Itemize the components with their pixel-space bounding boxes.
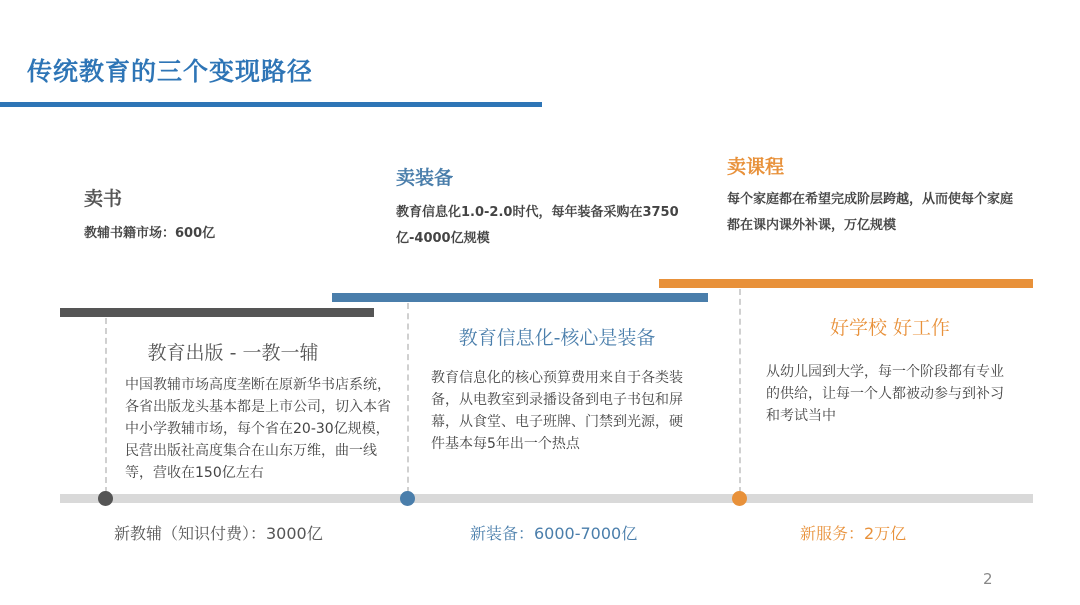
timeline-dot-2	[400, 491, 415, 506]
card-body-2: 教育信息化的核心预算费用来自于各类装备，从电教室到录播设备到电子书包和屏幕，从食堂、电子班牌、门禁到光源，硬件基本每5年出一个热点	[431, 370, 683, 452]
card-title-2: 教育信息化-核心是装备	[458, 327, 656, 349]
page-number: 2	[983, 570, 993, 588]
summary-1: 新教辅（知识付费）：3000亿	[114, 524, 323, 543]
card-title-1: 教育出版 - 一教一辅	[147, 342, 319, 364]
title-underline	[0, 102, 542, 107]
summary-3: 新服务：2万亿	[800, 524, 907, 543]
divider-1	[105, 318, 107, 493]
timeline-track	[60, 494, 1033, 503]
category-title-2: 卖装备	[396, 167, 454, 189]
category-title-1: 卖书	[84, 188, 123, 210]
card-body-3: 从幼儿园到大学，每一个阶段都有专业的供给，让每一个人都被动参与到补习和考试当中	[766, 364, 1004, 424]
divider-3	[739, 289, 741, 493]
category-desc-1: 教辅书籍市场：600亿	[84, 226, 216, 241]
summary-2: 新装备：6000-7000亿	[470, 524, 638, 543]
timeline-dot-3	[732, 491, 747, 506]
timeline-dot-1	[98, 491, 113, 506]
card-body-1: 中国教辅市场高度垄断在原新华书店系统，各省出版龙头基本都是上市公司，切入本省中小学教辅市场，每个省在20-30亿规模，民营出版社高度集合在山东万维，曲一线等，营收在150亿左右	[125, 377, 391, 481]
divider-2	[407, 303, 409, 493]
category-desc-3: 每个家庭都在希望完成阶层跨越，从而使每个家庭都在课内课外补课，万亿规模	[727, 192, 1014, 233]
card-title-3: 好学校 好工作	[829, 317, 951, 339]
category-desc-2: 教育信息化1.0-2.0时代，每年装备采购在3750亿-4000亿规模	[396, 205, 679, 246]
stage-bar-3	[659, 279, 1033, 288]
category-title-3: 卖课程	[727, 156, 785, 178]
stage-bar-1	[60, 308, 374, 317]
stage-bar-2	[332, 293, 708, 302]
page-title: 传统教育的三个变现路径	[27, 57, 314, 86]
